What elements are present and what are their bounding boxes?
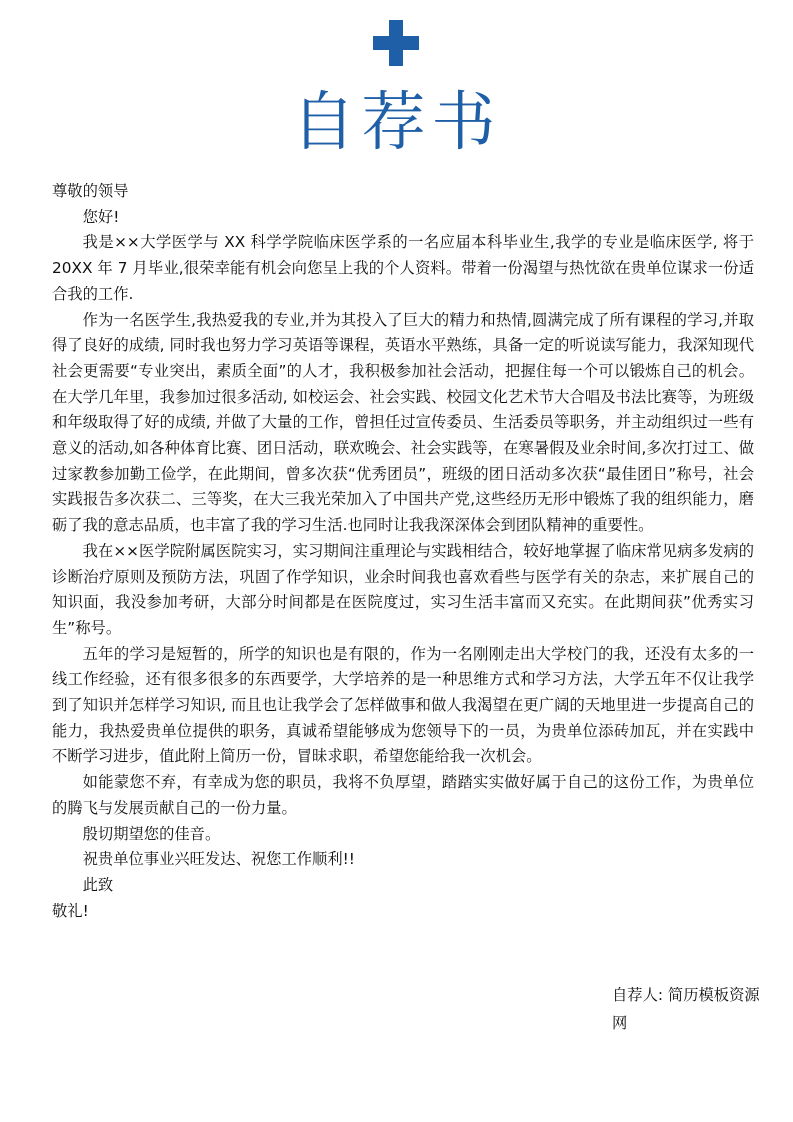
paragraph-experience: 作为一名医学生,我热爱我的专业,并为其投入了巨大的精力和热情,圆满完成了所有课程的学习,并取得了良好的成绩, 同时我也努力学习英语等课程，英语水平熟练，具备一定的听说读写能力，我深知现代社会更需要“专业突出，素质全面”的人才，我积极参加社会活动，把握住每一个可以锻炼自己的机会。在大学几年里，我参加过很多活动, 如校运会、社会实践、校园文化艺术节大合唱及书法比赛等，为班级和年级取得了好的成绩, 并做了大量的工作，曾担任过宣传委员、生活委员等职务，并主动组织过一些有意义的活动,如各种体育比赛、团日活动，联欢晚会、社会实践等，在寒暑假及业余时间,多次打过工、做过家教参加勤工俭学，在此期间，曾多次获“优秀团员”，班级的团日活动多次获“最佳团日”称号，社会实践报告多次获二、三等奖，在大三我光荣加入了中国共产党,这些经历无形中锻炼了我的组织能力，磨砺了我的意志品质，也丰富了我的学习生活.也同时让我我深深体会到团队精神的重要性。 — [52, 310, 754, 535]
cross-icon — [373, 20, 419, 66]
page-title: 自荐书 — [291, 86, 502, 160]
letter-body — [52, 179, 754, 924]
paragraph-hope: 殷切期望您的佳音。 — [82, 824, 221, 843]
paragraph-commitment: 如能蒙您不弃，有幸成为您的职员，我将不负厚望，踏踏实实做好属于自己的这份工作，为贵单位的腾飞与发展贡献自己的一份力量。 — [52, 773, 754, 817]
salutation: 尊敬的领导 — [52, 182, 129, 200]
paragraph-intro: 我是××大学医学与 XX 科学学院临床医学系的一名应届本科毕业生,我学的专业是临床医学, 将于 20XX 年 7 月毕业,很荣幸能有机会向您呈上我的个人资料。带着一份渴望与热忱欲在贵单位谋求一份适合我的工作. — [52, 233, 754, 303]
paragraph-aspiration: 五年的学习是短暂的，所学的知识也是有限的，作为一名刚刚走出大学校门的我，还没有太多的一线工作经验，还有很多很多的东西要学，大学培养的是一种思维方式和学习方法，大学五年不仅让我学到了知识并怎样学习知识, 而且也让我学会了怎样做事和做人我渴望在更广阔的天地里进一步提高自己的能力，我热爱贵单位提供的职务，真诚希望能够成为您领导下的一员，为贵单位添砖加瓦，并在实践中不断学习进步，值此附上简历一份，冒昧求职，希望您能给我一次机会。 — [52, 644, 754, 766]
closing: 敬礼! — [52, 901, 89, 920]
paragraph-internship: 我在××医学院附属医院实习，实习期间注重理论与实践相结合，较好地掌握了临床常见病多发病的诊断治疗原则及预防方法，巩固了作学知识，业余时间我也喜欢看些与医学有关的杂志，来扩展自己的知识面，我没参加考研，大部分时间都是在医院度过，实习生活丰富而又充实。在此期间获”优秀实习生”称号。 — [52, 541, 754, 637]
paragraph-cizhi: 此致 — [82, 875, 114, 894]
signature: 自荐人: 简历模板资源网 — [612, 986, 760, 1032]
paragraph-wishes: 祝贵单位事业兴旺发达、祝您工作顺利!! — [82, 850, 355, 869]
greeting: 您好! — [82, 207, 120, 226]
